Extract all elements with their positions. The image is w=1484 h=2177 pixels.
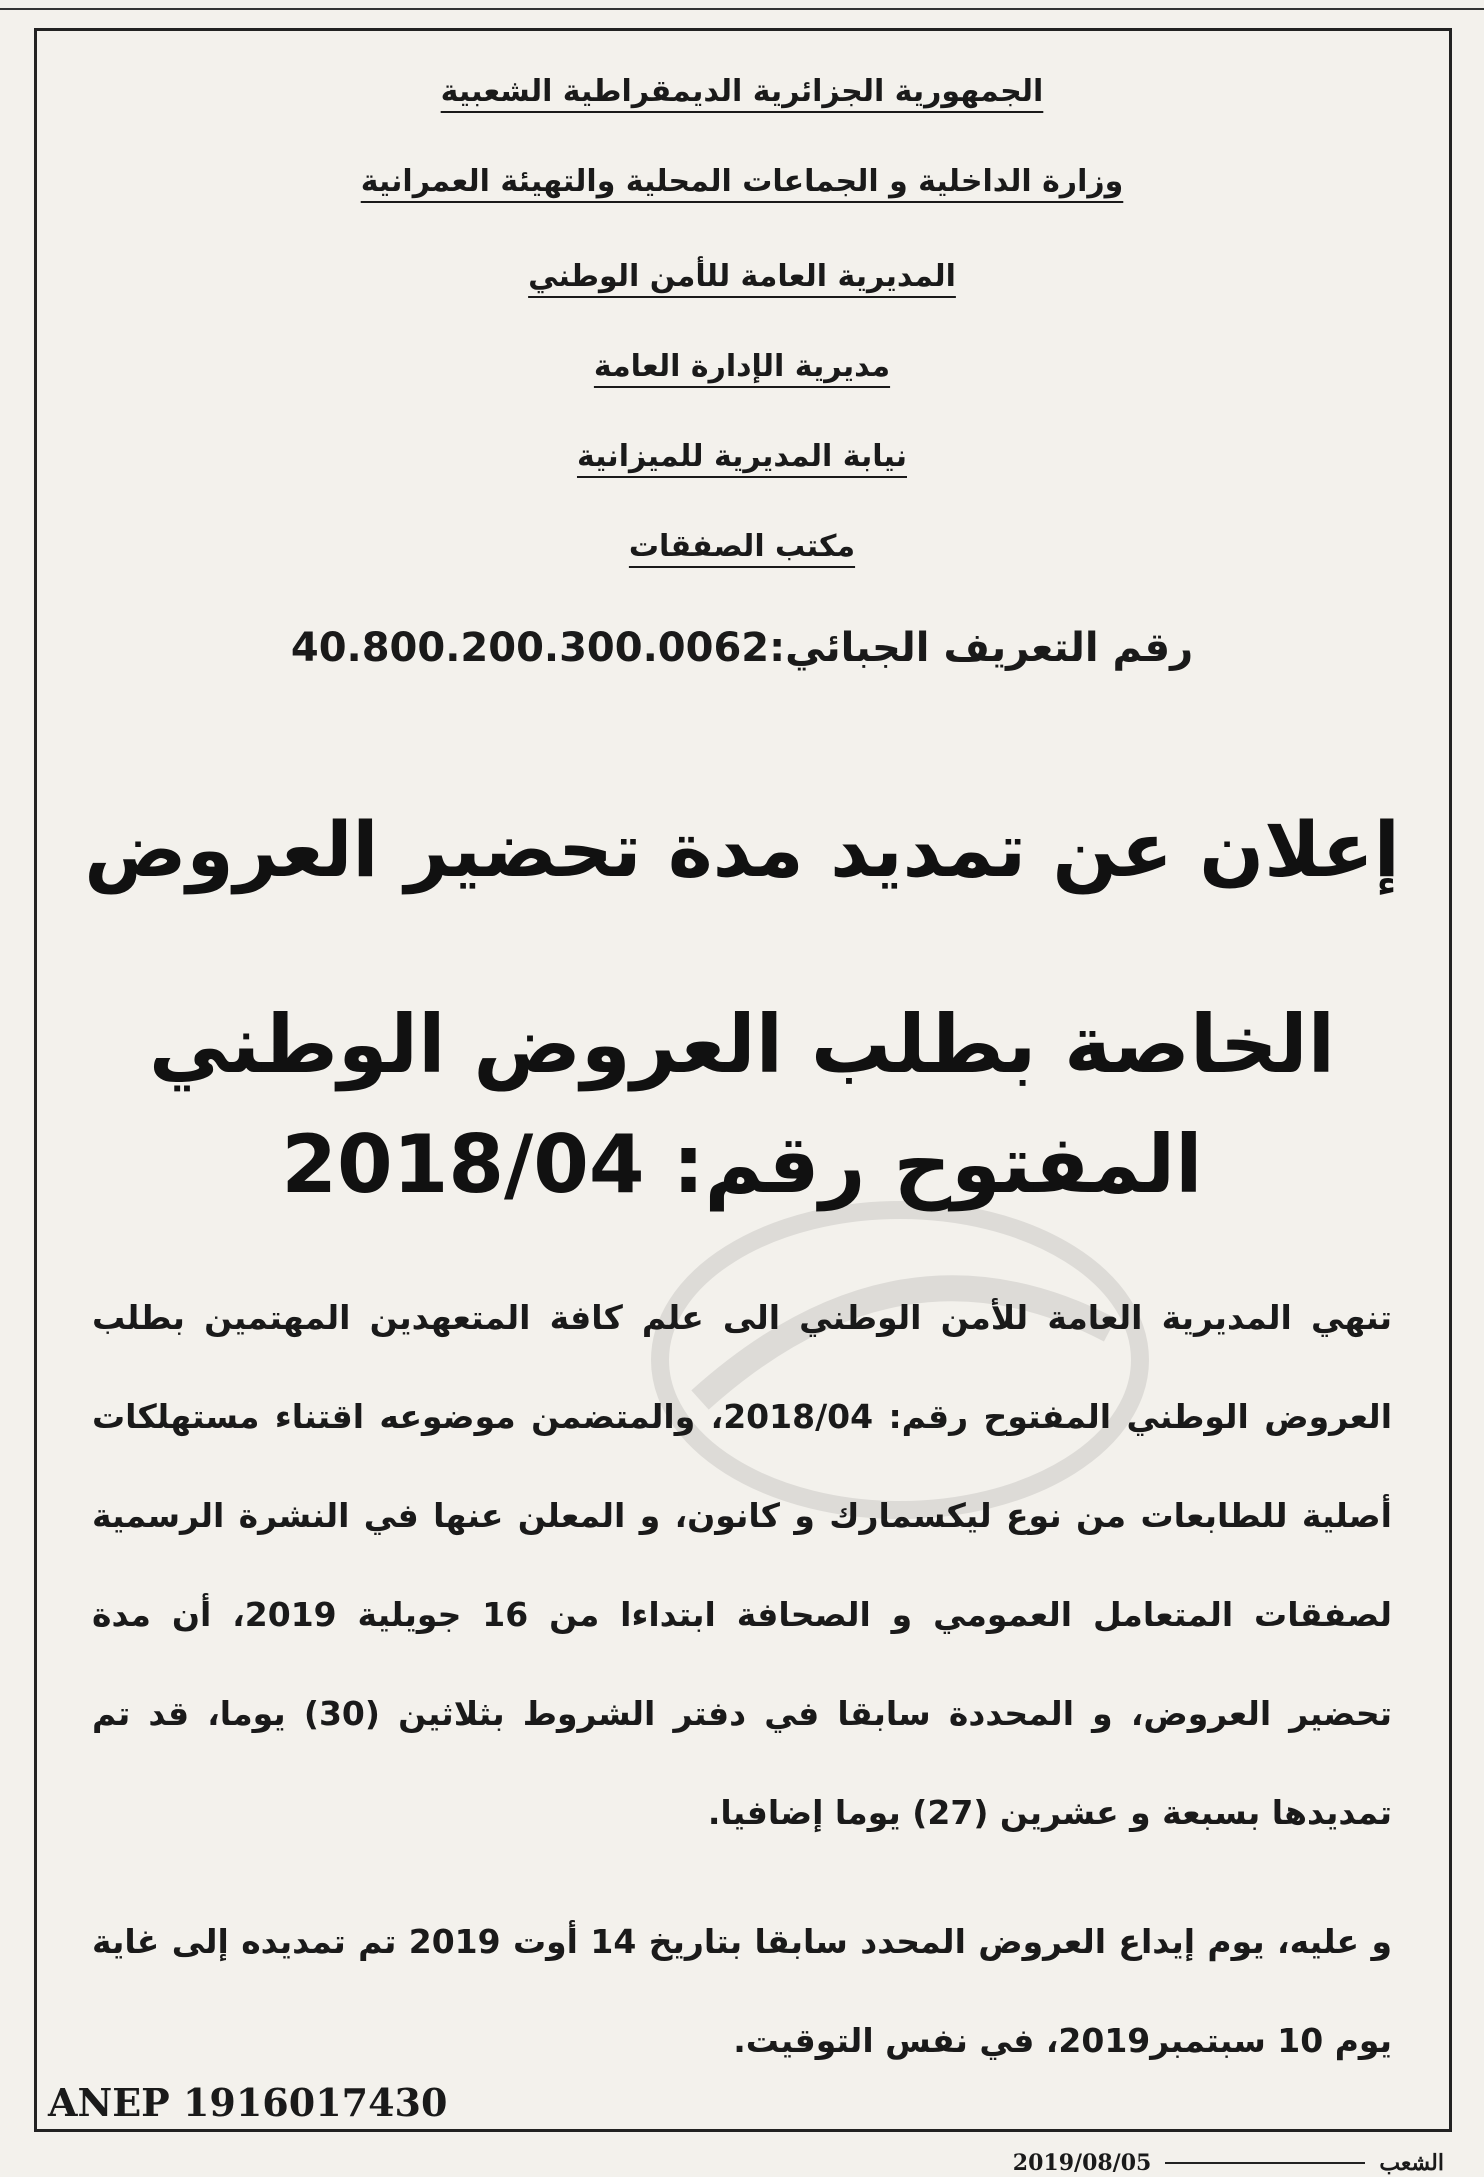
body-paragraph-1: تنهي المديرية العامة للأمن الوطني الى علم كافة المتعهدين المهتمين بطلب العروض الوطني المفتوح رقم: 2018/04، والمتضمن موضوعه اقتناء مستهلكات أصلية للطابعات من نوع ليكسمارك و كانون، و المعلن عنها في النشرة الرسمية لصفقات المتعامل العمومي و الصحافة ابتداءا من 16 جويلية 2019، أن مدة تحضير العروض، و المحددة سابقا في دفتر الشروط بثلاثين (30) يوما، قد تم تمديدها بسبعة و عشرين (27) يوما إضافيا.	[92, 1298, 1393, 1832]
newspaper-footer	[1013, 2150, 1444, 2176]
header-office: مكتب الصفقات	[628, 529, 856, 564]
title-line-1: إعلان عن تمديد مدة تحضير العروض	[84, 805, 1400, 894]
anep-reference: ANEP 1916017430	[48, 2080, 448, 2125]
fiscal-id	[0, 620, 1484, 676]
fiscal-id-label: رقم التعريف الجبائي:	[769, 625, 1194, 671]
title-line-2: الخاصة بطلب العروض الوطني المفتوح رقم: 2018/04	[148, 998, 1336, 1211]
header-directorate: مديرية الإدارة العامة	[593, 349, 891, 384]
top-rule	[0, 8, 1484, 10]
body-paragraph-2: و عليه، يوم إيداع العروض المحدد سابقا بتاريخ 14 أوت 2019 تم تمديده إلى غاية يوم 10 سبتمبر2019، في نفس التوقيت.	[92, 1922, 1392, 2060]
header-sub-directorate: نيابة المديرية للميزانية	[576, 439, 907, 474]
header-directorate-general: المديرية العامة للأمن الوطني	[528, 259, 956, 294]
fiscal-id-value: 40.800.200.300.0062	[290, 625, 770, 671]
footer-date: 2019/08/05	[1012, 2150, 1152, 2176]
announcement-body	[92, 1268, 1392, 2090]
header-republic: الجمهورية الجزائرية الديمقراطية الشعبية	[440, 74, 1044, 109]
header-ministry: وزارة الداخلية و الجماعات المحلية والتهيئة العمرانية	[360, 164, 1124, 199]
footer-newspaper: الشعب	[1379, 2150, 1444, 2176]
footer-rule	[1165, 2162, 1365, 2164]
